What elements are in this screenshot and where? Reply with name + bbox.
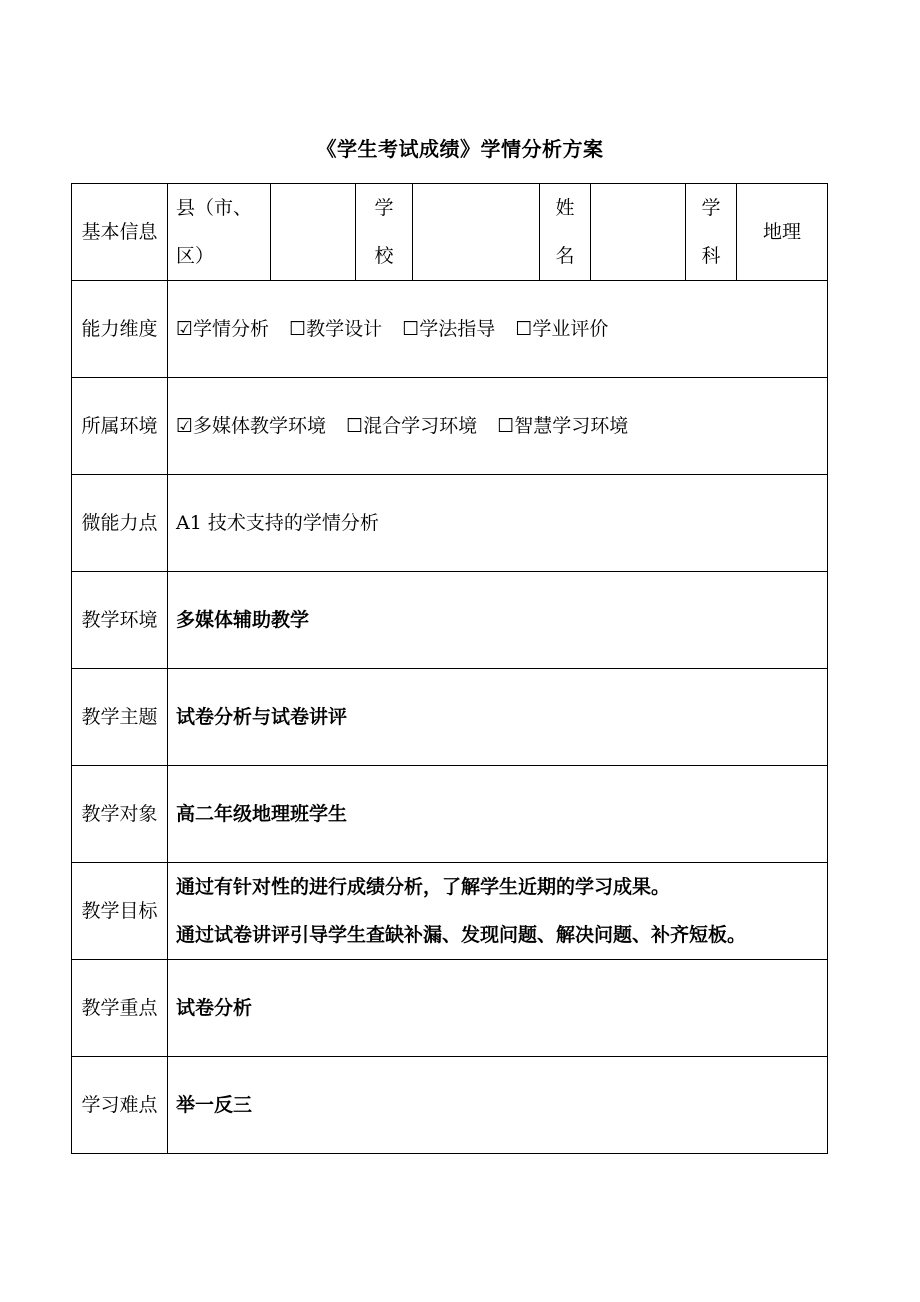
- checkbox-icon[interactable]: ☐: [346, 415, 364, 437]
- micro-ability-row: [72, 475, 828, 572]
- ability-label: 能力维度: [72, 281, 168, 378]
- ability-options: [168, 281, 828, 378]
- info-table: [71, 183, 828, 1154]
- checkbox-icon[interactable]: ☐: [515, 318, 533, 340]
- subject-value: 地理: [737, 184, 828, 281]
- option-teaching-design[interactable]: ☐教学设计: [289, 318, 383, 340]
- page-title: 《学生考试成绩》学情分析方案: [316, 137, 604, 161]
- goals-row: [72, 863, 828, 960]
- goals-value: [168, 863, 828, 960]
- difficulty-value: 举一反三: [168, 1057, 828, 1154]
- option-academic-evaluation[interactable]: ☐学业评价: [515, 318, 609, 340]
- checked-checkbox-icon[interactable]: ☑: [176, 415, 194, 437]
- target-value: 高二年级地理班学生: [168, 766, 828, 863]
- option-learning-analysis[interactable]: ☑学情分析: [176, 318, 270, 340]
- subject-label: 学科: [686, 184, 737, 281]
- checkbox-icon[interactable]: ☐: [497, 415, 515, 437]
- checked-checkbox-icon[interactable]: ☑: [176, 318, 194, 340]
- target-row: [72, 766, 828, 863]
- key-point-value: 试卷分析: [168, 960, 828, 1057]
- school-label: 学校: [356, 184, 413, 281]
- environment-label: 所属环境: [72, 378, 168, 475]
- key-point-label: 教学重点: [72, 960, 168, 1057]
- goals-label: 教学目标: [72, 863, 168, 960]
- difficulty-label: 学习难点: [72, 1057, 168, 1154]
- goal-line: 通过试卷讲评引导学生查缺补漏、发现问题、解决问题、补齐短板。: [176, 924, 747, 946]
- theme-label: 教学主题: [72, 669, 168, 766]
- micro-ability-value: A1 技术支持的学情分析: [168, 475, 828, 572]
- theme-row: [72, 669, 828, 766]
- option-multimedia-env[interactable]: ☑多媒体教学环境: [176, 415, 327, 437]
- school-field[interactable]: [413, 184, 540, 281]
- difficulty-row: [72, 1057, 828, 1154]
- county-field[interactable]: [271, 184, 356, 281]
- target-label: 教学对象: [72, 766, 168, 863]
- theme-value: 试卷分析与试卷讲评: [168, 669, 828, 766]
- county-label: 县（市、区）: [168, 184, 271, 281]
- environment-options: [168, 378, 828, 475]
- name-field[interactable]: [591, 184, 686, 281]
- name-label: 姓名: [540, 184, 591, 281]
- option-smart-env[interactable]: ☐智慧学习环境: [497, 415, 629, 437]
- basic-info-row: [72, 184, 828, 281]
- checkbox-icon[interactable]: ☐: [289, 318, 307, 340]
- checkbox-icon[interactable]: ☐: [402, 318, 420, 340]
- goal-line: 通过有针对性的进行成绩分析，了解学生近期的学习成果。: [176, 876, 671, 898]
- option-study-guidance[interactable]: ☐学法指导: [402, 318, 496, 340]
- micro-ability-label: 微能力点: [72, 475, 168, 572]
- ability-row: [72, 281, 828, 378]
- teaching-env-row: [72, 572, 828, 669]
- environment-row: [72, 378, 828, 475]
- option-blended-env[interactable]: ☐混合学习环境: [346, 415, 478, 437]
- teaching-env-value: 多媒体辅助教学: [168, 572, 828, 669]
- key-point-row: [72, 960, 828, 1057]
- teaching-env-label: 教学环境: [72, 572, 168, 669]
- basic-info-label: 基本信息: [72, 184, 168, 281]
